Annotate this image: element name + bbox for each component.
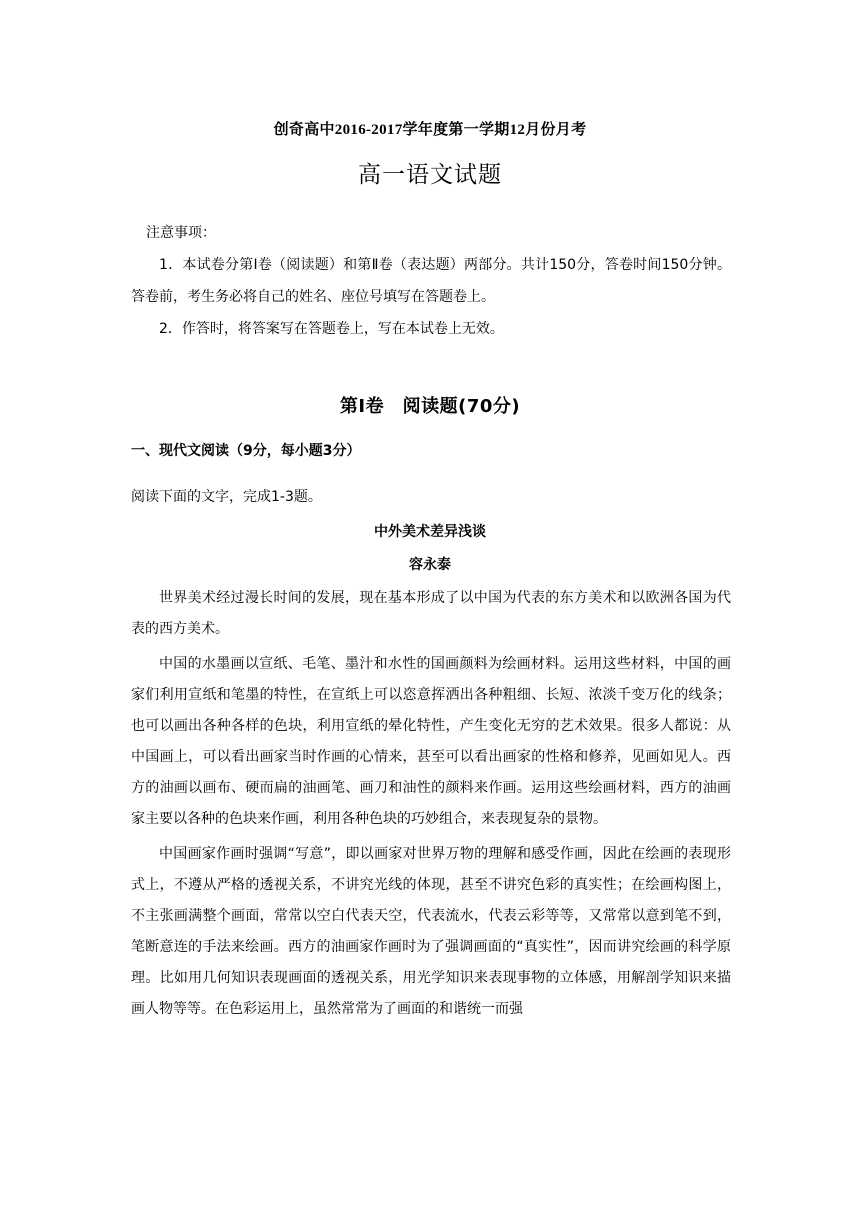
part-title: 第Ⅰ卷 阅读题(70分) (339, 396, 521, 417)
note-item: 1．本试卷分第Ⅰ卷（阅读题）和第Ⅱ卷（表达题）两部分。共计150分，答卷时间150分钟。答卷前，考生务必将自己的姓名、座位号填写在答题卷上。 (131, 257, 731, 305)
article-paragraph: 中国画家作画时强调“写意”，即以画家对世界万物的理解和感受作画，因此在绘画的表现形式上，不遵从严格的透视关系，不讲究光线的体现，甚至不讲究色彩的真实性；在绘画构图上，不主张画满整个画面，常常以空白代表天空，代表流水，代表云彩等等，又常常以意到笔不到，笔断意连的手法来绘画。西方的油画家作画时为了强调画面的“真实性”，因而讲究绘画的科学原理。比如用几何知识表现画面的透视关系，用光学知识来表现事物的立体感，用解剖学知识来描画人物等等。在色彩运用上，虽然常常为了画面的和谐统一而强 (131, 846, 731, 1017)
reading-instruction: 阅读下面的文字，完成1-3题。 (131, 489, 322, 505)
article-title: 中外美术差异浅谈 (374, 524, 486, 540)
section-heading: 一、现代文阅读（9分，每小题3分） (131, 443, 361, 459)
note-item: 2．作答时，将答案写在答题卷上，写在本试卷上无效。 (159, 321, 504, 337)
page-title: 高一语文试题 (358, 162, 502, 188)
article-author: 容永泰 (409, 557, 451, 573)
article-paragraph: 中国的水墨画以宣纸、毛笔、墨汁和水性的国画颜料为绘画材料。运用这些材料，中国的画家们利用宣纸和笔墨的特性，在宣纸上可以恣意挥洒出各种粗细、长短、浓淡千变万化的线条；也可以画出各种各样的色块，利用宣纸的晕化特性，产生变化无穷的艺术效果。很多人都说：从中国画上，可以看出画家当时作画的心情来，甚至可以看出画家的性格和修养，见画如见人。西方的油画以画布、硬而扁的油画笔、画刀和油性的颜料来作画。运用这些绘画材料，西方的油画家主要以各种的色块来作画，利用各种色块的巧妙组合，来表现复杂的景物。 (131, 656, 731, 827)
article-body (131, 583, 731, 1025)
article-paragraph: 世界美术经过漫长时间的发展，现在基本形成了以中国为代表的东方美术和以欧洲各国为代表的西方美术。 (131, 590, 731, 637)
notes-heading: 注意事项： (146, 225, 216, 241)
school-exam-header: 创奇高中2016-2017学年度第一学期12月份月考 (273, 122, 587, 138)
